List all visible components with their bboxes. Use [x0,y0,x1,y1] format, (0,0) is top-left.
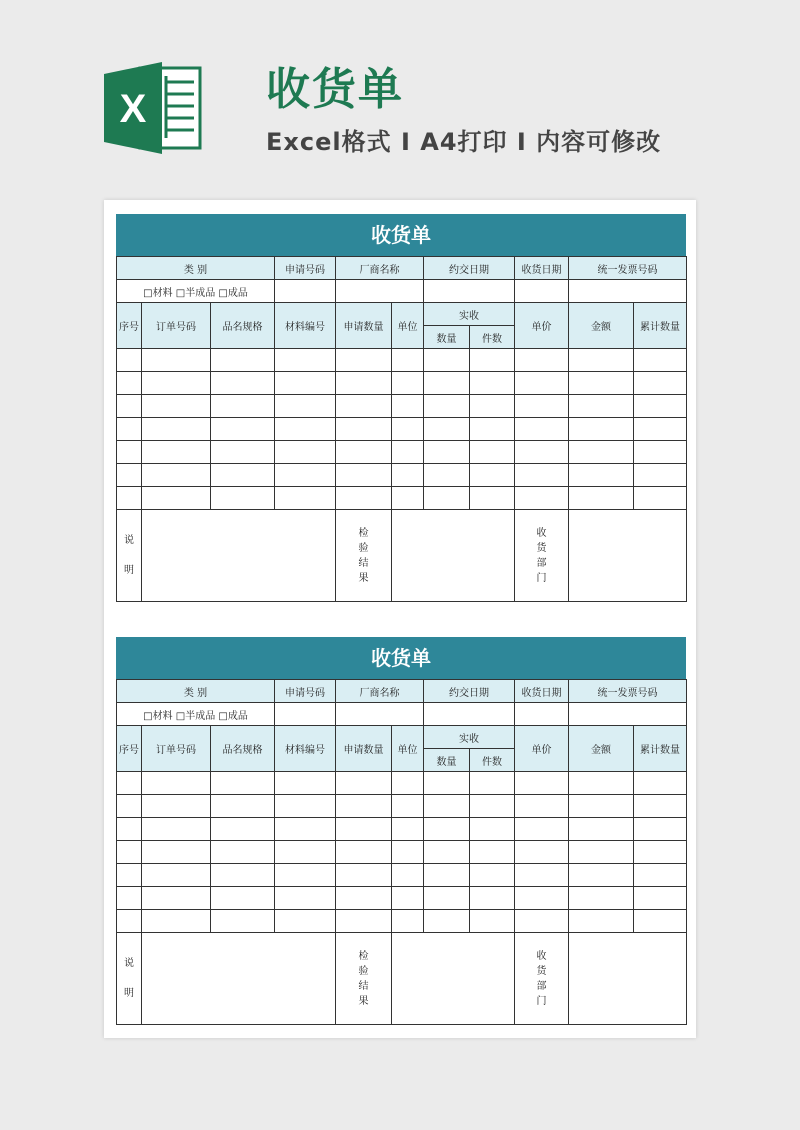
col-price: 单价 [515,303,569,349]
col-seq: 序号 [117,303,142,349]
page-title: 收货单 [266,64,404,115]
receipt-date-cell[interactable] [515,703,569,726]
request-no-cell[interactable] [275,280,336,303]
col-material-no: 材料编号 [275,726,336,772]
inspection-cell[interactable] [392,933,515,1025]
col-unit: 单位 [392,303,424,349]
note-cell[interactable] [142,510,336,602]
col-cum-qty: 累计数量 [634,726,687,772]
inspection-label: 检 验 结 果 [336,510,392,602]
table-row[interactable] [117,441,687,464]
col-req-qty: 申请数量 [336,303,392,349]
col-amount: 金额 [569,303,634,349]
invoice-no-header: 统一发票号码 [569,680,687,703]
dept-label: 收 货 部 门 [515,510,569,602]
table-row[interactable] [117,795,687,818]
note-cell[interactable] [142,933,336,1025]
col-price: 单价 [515,726,569,772]
receipt-date-header: 收货日期 [515,680,569,703]
col-qty: 数量 [424,326,470,349]
receipt-table [116,256,687,602]
table-row[interactable] [117,349,687,372]
vendor-name-cell[interactable] [336,703,424,726]
vendor-name-header: 厂商名称 [336,257,424,280]
invoice-no-cell[interactable] [569,703,687,726]
col-amount: 金额 [569,726,634,772]
vendor-name-header: 厂商名称 [336,680,424,703]
dept-cell[interactable] [569,933,687,1025]
col-order-no: 订单号码 [142,303,211,349]
receipt-form-2 [116,637,686,1025]
table-row[interactable] [117,887,687,910]
form-title: 收货单 [116,637,686,679]
form-title: 收货单 [116,214,686,256]
inspection-cell[interactable] [392,510,515,602]
col-req-qty: 申请数量 [336,726,392,772]
col-pieces: 件数 [470,326,515,349]
category-options[interactable]: □材料 □半成品 □成品 [117,703,275,726]
receipt-form-1 [116,214,686,602]
col-actual: 实收 [424,303,515,326]
table-row[interactable] [117,464,687,487]
receipt-table [116,679,687,1025]
col-actual: 实收 [424,726,515,749]
vendor-name-cell[interactable] [336,280,424,303]
logo-letter: X [119,87,147,131]
inspection-label: 检 验 结 果 [336,933,392,1025]
category-options[interactable]: □材料 □半成品 □成品 [117,280,275,303]
col-unit: 单位 [392,726,424,772]
excel-icon [104,62,204,154]
delivery-date-header: 约交日期 [424,257,515,280]
dept-label: 收 货 部 门 [515,933,569,1025]
request-no-cell[interactable] [275,703,336,726]
table-row[interactable] [117,864,687,887]
table-row[interactable] [117,487,687,510]
table-row[interactable] [117,841,687,864]
table-row[interactable] [117,372,687,395]
col-qty: 数量 [424,749,470,772]
delivery-date-cell[interactable] [424,703,515,726]
col-order-no: 订单号码 [142,726,211,772]
delivery-date-cell[interactable] [424,280,515,303]
invoice-no-cell[interactable] [569,280,687,303]
category-header: 类 别 [117,680,275,703]
col-material-no: 材料编号 [275,303,336,349]
col-spec: 品名规格 [211,726,275,772]
note-label: 说 明 [117,510,142,602]
table-row[interactable] [117,418,687,441]
note-label: 说 明 [117,933,142,1025]
col-pieces: 件数 [470,749,515,772]
page-subtitle: Excel格式 I A4打印 I 内容可修改 [266,128,662,156]
invoice-no-header: 统一发票号码 [569,257,687,280]
request-no-header: 申请号码 [275,257,336,280]
dept-cell[interactable] [569,510,687,602]
receipt-date-cell[interactable] [515,280,569,303]
receipt-date-header: 收货日期 [515,257,569,280]
request-no-header: 申请号码 [275,680,336,703]
col-cum-qty: 累计数量 [634,303,687,349]
col-seq: 序号 [117,726,142,772]
table-row[interactable] [117,772,687,795]
table-row[interactable] [117,818,687,841]
table-row[interactable] [117,910,687,933]
table-row[interactable] [117,395,687,418]
delivery-date-header: 约交日期 [424,680,515,703]
category-header: 类 别 [117,257,275,280]
col-spec: 品名规格 [211,303,275,349]
